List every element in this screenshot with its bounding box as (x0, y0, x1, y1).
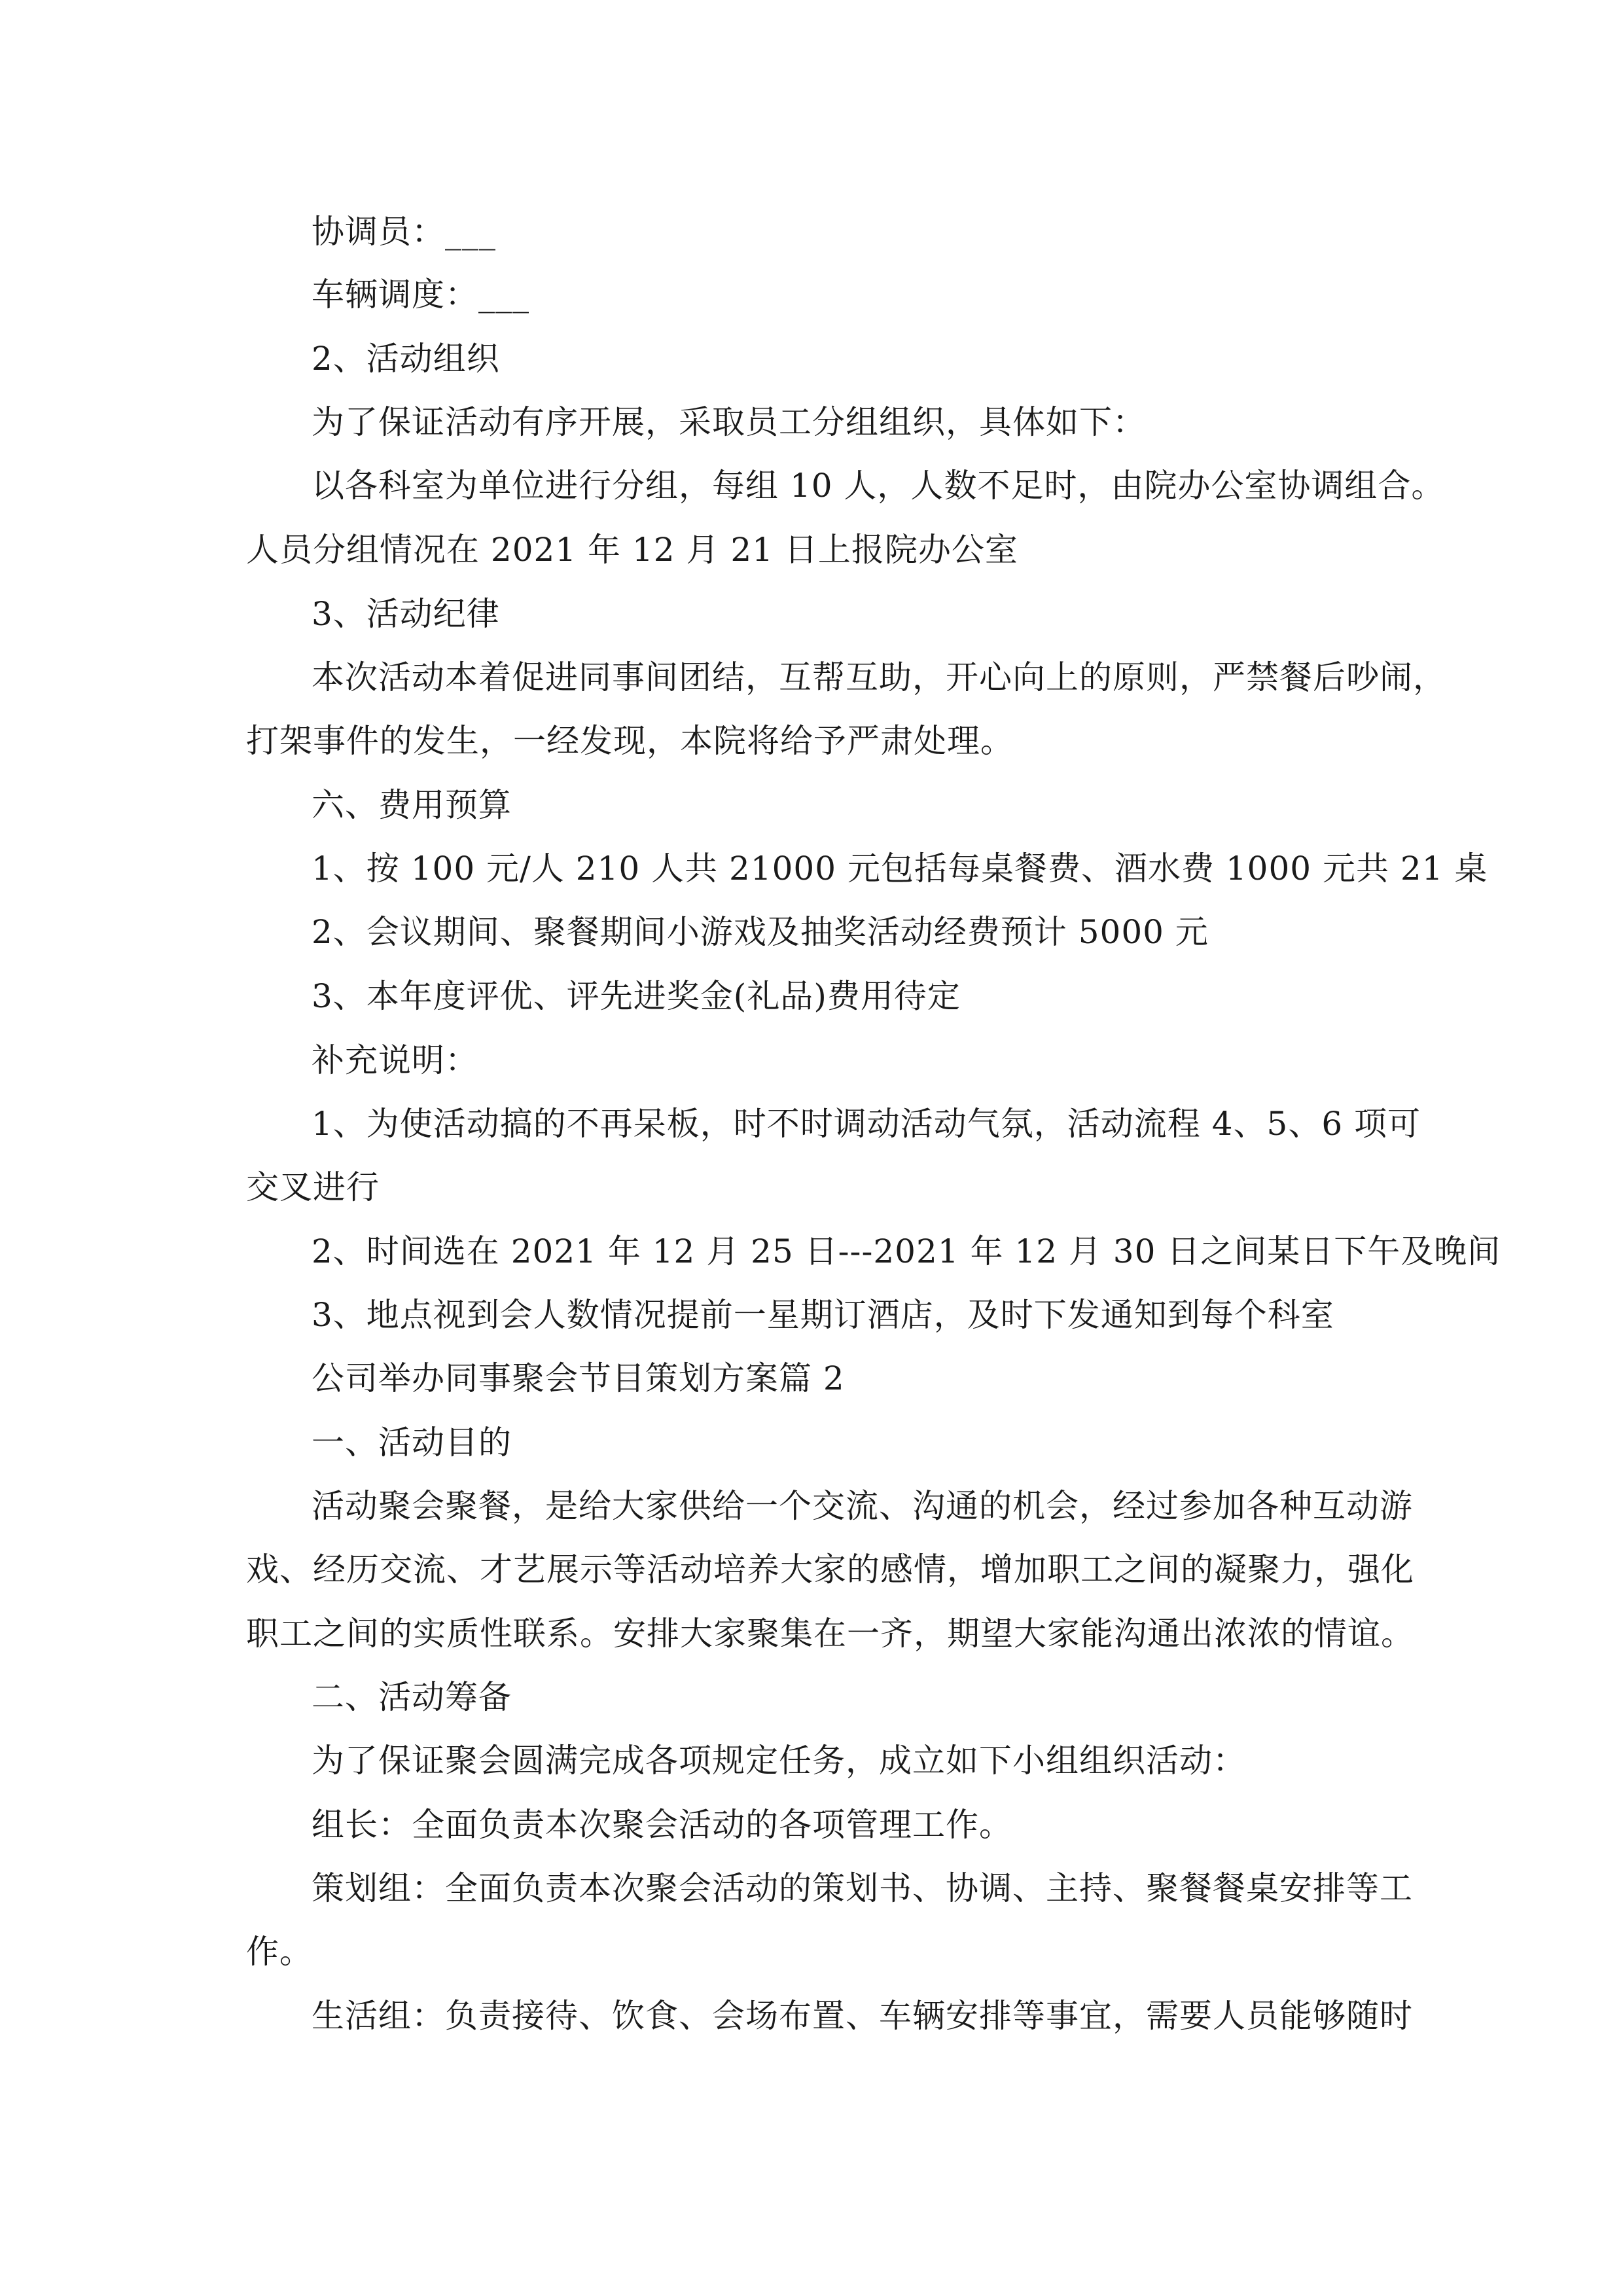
section-heading-budget: 六、费用预算 (312, 786, 512, 824)
text-line: 以各科室为单位进行分组，每组 10 人，人数不足时，由院办公室协调组合。 (312, 467, 1445, 505)
section-heading-supplement: 补充说明： (312, 1041, 478, 1079)
text-line: 活动聚会聚餐，是给大家供给一个交流、沟通的机会，经过参加各种互动游 (312, 1487, 1413, 1525)
text-line: 1、为使活动搞的不再呆板，时不时调动活动气氛，活动流程 4、5、6 项可 (312, 1105, 1421, 1143)
text-line: 作。 (246, 1933, 313, 1971)
text-line: 职工之间的实质性联系。安排大家聚集在一齐，期望大家能沟通出浓浓的情谊。 (246, 1615, 1414, 1653)
text-line-vehicle-dispatch: 车辆调度：___ (312, 276, 529, 314)
text-line: 1、按 100 元/人 210 人共 21000 元包括每桌餐费、酒水费 1000 元共 21 桌 (312, 850, 1488, 888)
text-line: 交叉进行 (246, 1168, 380, 1206)
section-heading-activity-organization: 2、活动组织 (312, 340, 500, 378)
text-line: 生活组：负责接待、饮食、会场布置、车辆安排等事宜，需要人员能够随时 (312, 1997, 1413, 2035)
text-line: 3、本年度评优、评先进奖金(礼品)费用待定 (312, 977, 961, 1015)
text-line: 本次活动本着促进同事间团结，互帮互助，开心向上的原则，严禁餐后吵闹， (312, 658, 1446, 696)
document-title-part-2: 公司举办同事聚会节目策划方案篇 2 (312, 1359, 845, 1397)
text-line: 2、时间选在 2021 年 12 月 25 日---2021 年 12 月 30 日之间某日下午及晚间 (312, 1232, 1501, 1270)
section-heading-purpose: 一、活动目的 (312, 1424, 512, 1462)
text-line: 人员分组情况在 2021 年 12 月 21 日上报院办公室 (246, 531, 1018, 569)
text-line: 为了保证聚会圆满完成各项规定任务，成立如下小组组织活动： (312, 1742, 1246, 1780)
text-line: 为了保证活动有序开展，采取员工分组组织，具体如下： (312, 403, 1146, 441)
text-line: 戏、经历交流、才艺展示等活动培养大家的感情，增加职工之间的凝聚力，强化 (246, 1551, 1414, 1588)
text-line: 2、会议期间、聚餐期间小游戏及抽奖活动经费预计 5000 元 (312, 913, 1209, 951)
text-line: 打架事件的发生，一经发现，本院将给予严肃处理。 (246, 722, 1014, 760)
text-line: 策划组：全面负责本次聚会活动的策划书、协调、主持、聚餐餐桌安排等工 (312, 1869, 1413, 1907)
text-line-coordinator: 协调员：___ (312, 213, 496, 251)
section-heading-preparation: 二、活动筹备 (312, 1678, 512, 1716)
section-heading-activity-discipline: 3、活动纪律 (312, 595, 500, 633)
text-line: 组长：全面负责本次聚会活动的各项管理工作。 (312, 1806, 1012, 1844)
text-line: 3、地点视到会人数情况提前一星期订酒店，及时下发通知到每个科室 (312, 1296, 1334, 1334)
